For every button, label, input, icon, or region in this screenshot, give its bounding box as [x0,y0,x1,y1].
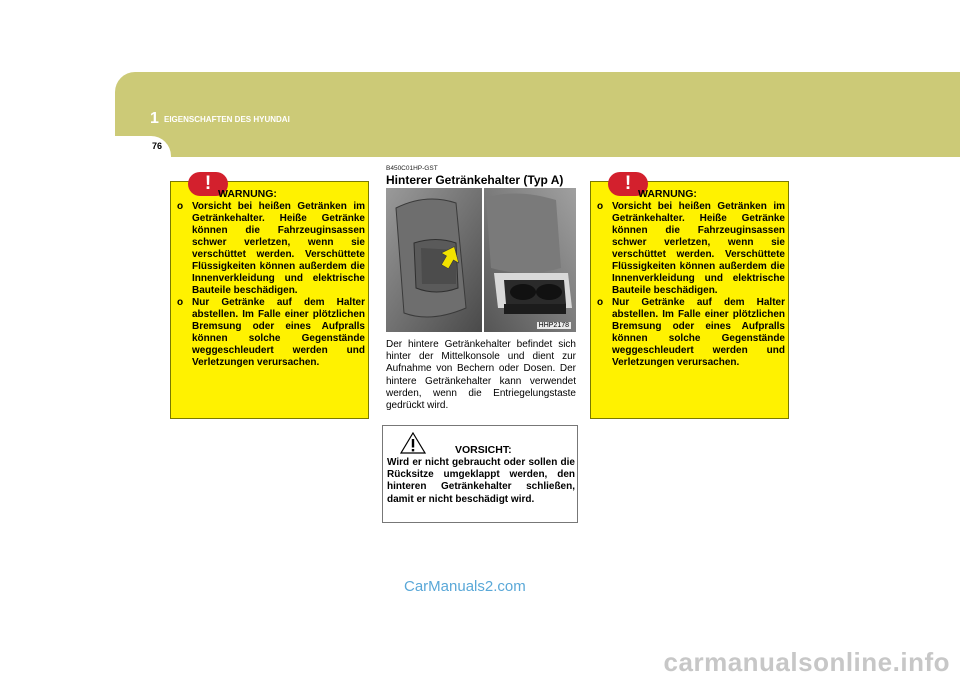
warning-list [597,201,785,369]
warning-box-right [590,173,789,419]
section-body: Der hintere Getränkehalter befindet sich hinter der Mittelkonsole und dient zur Aufnahme von Bechern oder Dosen. Der hintere Getränkehalter kann verwendet werden, wenn die Entriegelungstaste gedrückt wird. [386,339,576,412]
warning-box-left [170,173,369,419]
caution-triangle-icon [400,432,426,454]
watermark-footer: carmanualsonline.info [663,647,950,677]
warning-icon: ! [608,172,648,196]
warning-title: WARNUNG: [638,188,697,200]
watermark-link[interactable]: CarManuals2.com [404,578,526,595]
warning-item: o Vorsicht bei heißen Getränken im Getränkehalter. Heiße Getränke können die Fahrzeuginsassen schwer verletzen, wenn sie verschüttet werden. Verschüttete Flüssigkeiten können außerdem die Innenverkleidung und elektrische Bauteile beschädigen. [597,201,785,297]
warning-icon: ! [188,172,228,196]
caution-title: VORSICHT: [455,444,512,456]
warning-item: o Vorsicht bei heißen Getränken im Getränkehalter. Heiße Getränke können die Fahrzeuginsassen schwer verletzen, wenn sie verschüttet werden. Verschüttete Flüssigkeiten können außerdem die Innenverkleidung und elektrische Bauteile beschädigen. [177,201,365,297]
caution-text: Wird er nicht gebraucht oder sollen die Rücksitze umgeklappt werden, den hinteren Getränkehalter schließen, damit er nicht beschädigt wird. [387,457,575,505]
section-heading: Hinterer Getränkehalter (Typ A) [386,173,564,187]
cup-holder-photo [386,188,576,332]
caution-box [382,425,578,523]
warning-title: WARNUNG: [218,188,277,200]
section-code: B450C01HP-GST [386,165,438,172]
section-title: EIGENSCHAFTEN DES HYUNDAI [164,115,290,124]
cup-holder-illustration [386,188,576,332]
page-number-tab [115,136,171,157]
warning-item: o Nur Getränke auf dem Halter abstellen. Im Falle einer plötzlichen Bremsung oder eines Aufpralls können solche Gegenstände weggeschleudert werden und Verletzungen verursachen. [177,297,365,369]
page-number: 76 [152,141,163,151]
image-code: HHP2178 [538,322,569,329]
warning-item: o Nur Getränke auf dem Halter abstellen. Im Falle einer plötzlichen Bremsung oder eines Aufpralls können solche Gegenstände weggeschleudert werden und Verletzungen verursachen. [597,297,785,369]
section-number: 1 [150,110,159,127]
warning-list [177,201,365,369]
